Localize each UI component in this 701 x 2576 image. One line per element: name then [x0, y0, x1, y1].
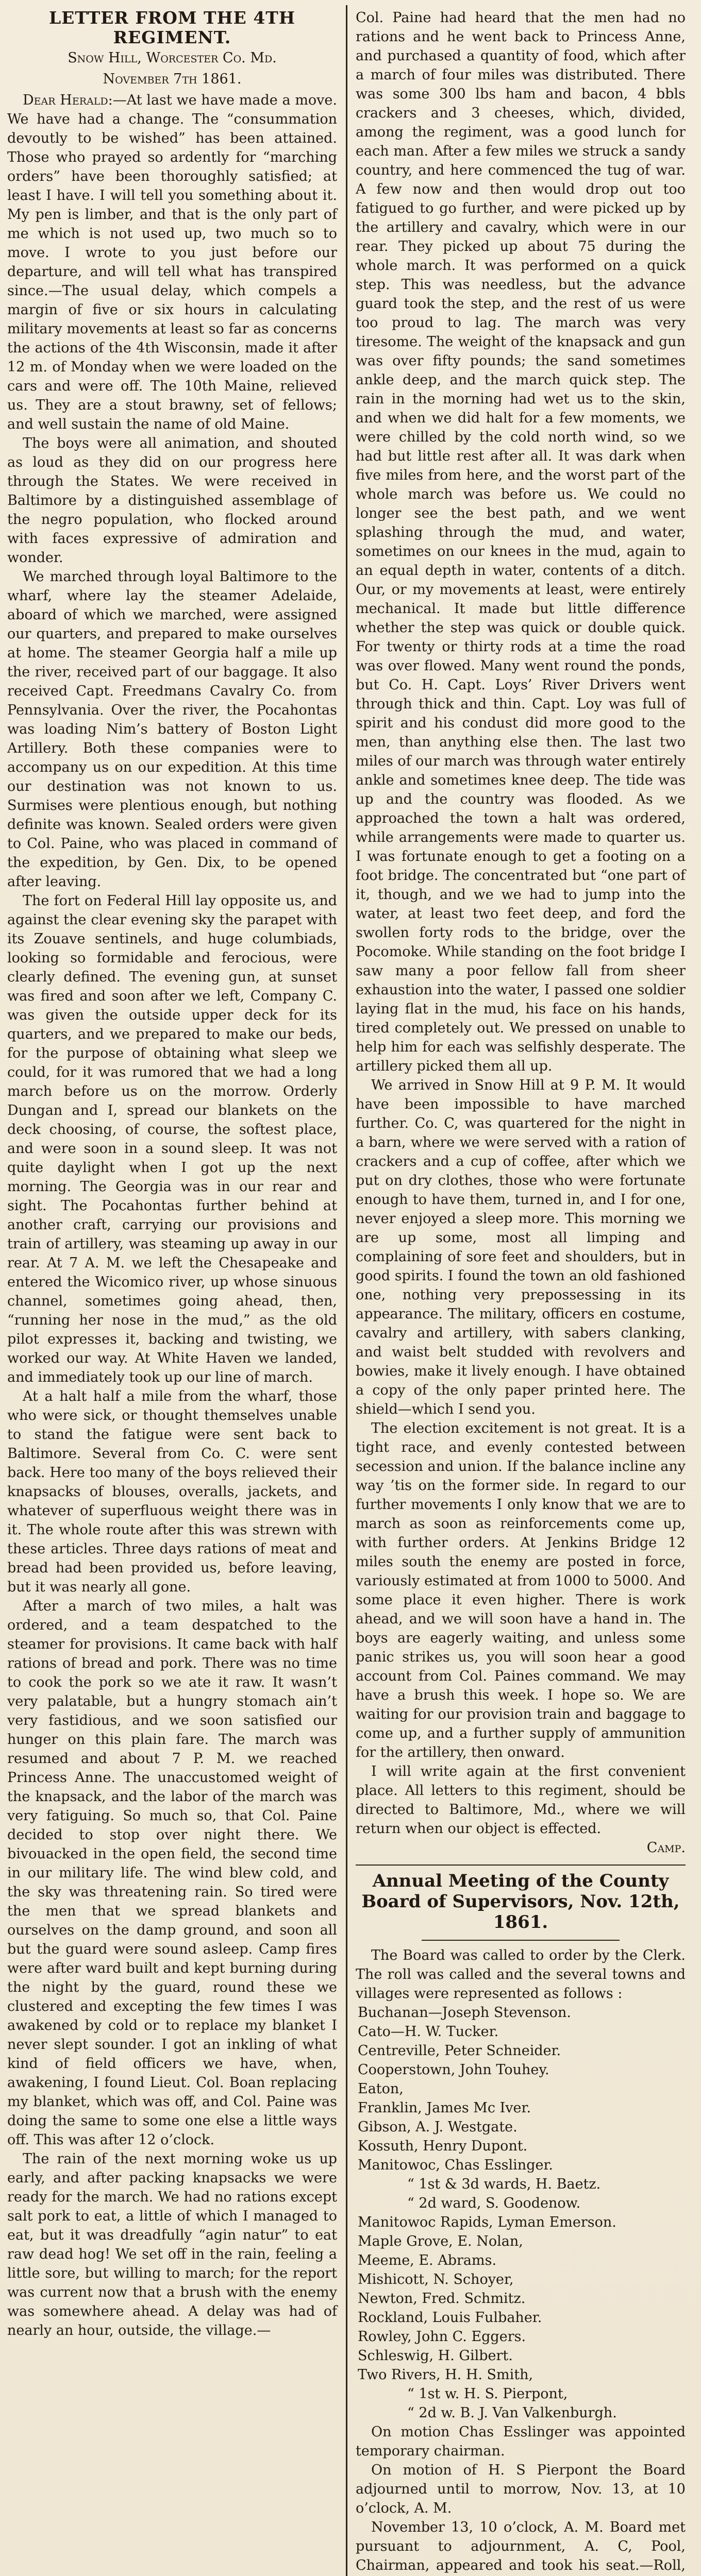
- roll-entry: Two Rivers, H. H. Smith,: [358, 2367, 533, 2383]
- roll-entry: Eaton,: [358, 2081, 404, 2097]
- roll-entry: Kossuth, Henry Dupont.: [358, 2138, 528, 2154]
- letter-paragraph: Col. Paine had heard that the men had no rations and he went back to Princess Anne, and purchased a quantity of food, which after a march of four miles was distributed. There was some 300 lbs ham and bacon, 4 bbls crackers and 3 cheeses, which, divided, among the regiment, was a good lunch for each man. After a few miles we struck a sandy country, and here commenced the tug of war. A few now and then would drop out too fatigued to go further, and were picked up by the artillery and cavalry, which were in our rear. They picked up about 75 during the whole march. It was performed on a quick step. This was needless, but the advance guard took the step, and the rest of us were too proud to lag. The march was very tiresome. The weight of the knapsack and gun was over fifty pounds; the sand sometimes ankle deep, and the march quick step. The rain in the morning had wet us to the skin, and when we did halt for a few moments, we were chilled by the cold north wind, so we had but little rest after all. It was dark when five miles from here, and the worst part of the whole march was before us. We could no longer see the best path, and we went splashing through the mud, and water, sometimes on our knees in the mud, again to an equal depth in water, contents of a ditch. Our, or my movements at least, were entirely mechanical. It made but little difference whether the step was quick or double quick. For twenty or thirty rods at a time the road was over flowed. Many went round the ponds, but Co. H. Capt. Loys’ River Drivers went through thick and thin. Capt. Loy was full of spirit and his condust did more good to the men, than anything else then. The last two miles of our march was through water entirely ankle and sometimes knee deep. The tide was up and the country was flooded. As we approached the town a halt was ordered, while arrangements were made to quarter us. I was fortunate enough to get a footing on a foot bridge. The concentrated but “one part of it, though, and we we had to jump into the water, at least two feet deep, and ford the swollen forty rods to the bridge, over the Pocomoke. While standing on the foot bridge I saw many a poor fellow fall from sheer exhaustion into the water, I passed one soldier laying flat in the mud, his face on his hands, tired completely out. We pressed on unable to help him for each was selfishly desperate. The artillery picked them all up.: [356, 10, 686, 1074]
- minutes-intro: The Board was called to order by the Clerk. The roll was called and the several towns and villages were represented as follows :: [356, 1947, 686, 2002]
- right-column: [356, 8, 686, 2576]
- roll-entry: Cato—H. W. Tucker.: [358, 2024, 499, 2040]
- roll-entry: Rowley, John C. Eggers.: [358, 2329, 526, 2345]
- roll-entry: Manitowoc, Chas Esslinger.: [358, 2157, 553, 2173]
- roll-call-list: [356, 2003, 686, 2422]
- letter-paragraph: The rain of the next morning woke us up early, and after packing knapsacks we were ready for the march. We had no rations except salt pork to eat, a little of which I managed to eat, but it was dreadfully “agin natur” to eat raw dead hog! We set off in the rain, feeling a little sore, but willing to march; for the report was current now that a brush with the enemy was somewhere ahead. A delay was had of nearly an hour, outside, the village.—: [7, 2151, 337, 2338]
- headline-rule: [422, 1940, 620, 1941]
- roll-entry: Franklin, James Mc Iver.: [358, 2100, 531, 2116]
- letter-paragraph: Dear Herald:—At last we have made a move. We have had a change. The “consummation devoutly to be wished” has been attained. Those who prayed so ardently for “marching orders” have been thoroughly satisfied; at least I have. I will tell you something about it. My pen is limber, and that is the only part of me which is not used up, two much so to move. I wrote to you just before our departure, and will tell what has transpired since.—The usual delay, which compels a margin of five or six hours in calculating military movements at least so far as concerns the actions of the 4th Wisconsin, made it after 12 m. of Monday when we were loaded on the cars and were off. The 10th Maine, relieved us. They are a stout brawny, set of fellows; and well sustain the name of old Maine.: [7, 92, 337, 432]
- letter-paragraph: After a march of two miles, a halt was ordered, and a team despatched to the steamer for provisions. It came back with half rations of bread and pork. There was no time to cook the pork so we ate it raw. It wasn’t very palatable, but a hungry stomach ain’t very fastidious, and we soon satisfied our hunger on this plain fare. The march was resumed and about 7 P. M. we reached Princess Anne. The unaccustomed weight of the knapsack, and the labor of the march was very fatiguing. So much so, that Col. Paine decided to stop over night there. We bivouacked in the open field, the second time in our military life. The wind blew cold, and the sky was threatening rain. So tired were the men that we spread blankets and ourselves on the damp ground, and soon all but the guard were sound asleep. Camp fires were after ward built and kept burning during the night by the guard, round these we clustered and excepting the few times I was awakened by cold or to replace my blanket I never slept sounder. I got an inkling of what kind of field officers we have, when, awakening, I found Lieut. Col. Boan replacing my blanket, which was off, and Col. Paine was doing the same to some one else a little ways off. This was after 12 o’clock.: [7, 1598, 337, 2148]
- letter-paragraph: I will write again at the first convenient place. All letters to this regiment, should be directed to Baltimore, Md., where we will return when our object is effected.: [356, 1764, 686, 1837]
- roll-entry: Maple Grove, E. Nolan,: [358, 2233, 523, 2249]
- roll-entry: Rockland, Louis Fulbaher.: [358, 2310, 542, 2326]
- letter-signature: Camp.: [646, 1840, 686, 1856]
- letter-paragraph: We arrived in Snow Hill at 9 P. M. It would have been impossible to have marched further. Co. C, was quartered for the night in a barn, where we were served with a ration of crackers and a cup of coffee, after which we put on dry clothes, those who were fortunate enough to have them, turned in, and I for one, never enjoyed a sleep more. This morning we are up some, most all limping and complaining of sore feet and shoulders, but in good spirits. I found the town an old fashioned one, nothing very prepossessing in its appearance. The military, officers en costume, cavalry and artillery, with sabers clanking, and waist belt studded with revolvers and bowies, make it lively enough. I have obtained a copy of the only paper printed here. The shield—which I send you.: [356, 1077, 686, 1417]
- left-column: [7, 8, 337, 2340]
- minutes-paragraph: On motion Chas Esslinger was appointed temporary chairman.: [356, 2424, 686, 2459]
- section-divider: [356, 1865, 686, 1866]
- roll-entry: Newton, Fred. Schmitz.: [358, 2291, 526, 2307]
- minutes-paragraph: On motion of H. S Pierpont the Board adjourned until to morrow, Nov. 13, at 10 o’clock, A. M.: [356, 2462, 686, 2516]
- roll-entry: “ 1st & 3d wards, H. Baetz.: [407, 2176, 601, 2192]
- minutes-paragraph: November 13, 10 o’clock, A. M. Board met pursuant to adjournment, A. C, Pool, Chairman, appeared and took his seat.—Roll,: [356, 2519, 686, 2573]
- roll-entry: Buchanan—Joseph Stevenson.: [358, 2005, 571, 2021]
- letter-paragraph: The boys were all animation, and shouted as loud as they did on our progress here through the States. We were received in Baltimore by a distinguished assemblage of the negro population, who flocked around with faces expressive of admiration and wonder.: [7, 435, 337, 566]
- letter-paragraph: At a halt half a mile from the wharf, those who were sick, or thought themselves unable to stand the fatigue were sent back to Baltimore. Several from Co. C. were sent back. Here too many of the boys relieved their knapsacks of blouses, overalls, jackets, and whatever of superfluous weight there was in it. The whole route after this was strewn with these articles. Three days rations of meat and bread had been provided us, before leaving, but it was nearly all gone.: [7, 1388, 337, 1595]
- letter-headline: LETTER FROM THE 4TH REGIMENT.: [48, 8, 296, 47]
- roll-entry: Cooperstown, John Touhey.: [358, 2062, 549, 2078]
- column-rule: [346, 5, 347, 2576]
- dateline-date: November 7th 1861.: [103, 71, 242, 87]
- letter-paragraph: The election excitement is not great. It is a tight race, and evenly contested between secession and union. If the balance incline any way ’tis on the former side. In regard to our further movements I only know that we are to march as soon as reinforcements come up, with further orders. At Jenkins Bridge 12 miles south the enemy are posted in force, variously estimated at from 1000 to 5000. And some place it even higher. There is work ahead, and we will soon have a hand in. The boys are eagerly waiting, and unless some panic strikes us, you will soon hear a good account from Col. Paines command. We may have a brush this week. I hope so. We are waiting for our provision train and baggage to come up, and a further supply of ammunition for the artillery, then onward.: [356, 1420, 686, 1760]
- roll-entry: Centreville, Peter Schneider.: [358, 2043, 561, 2059]
- roll-entry: Gibson, A. J. Westgate.: [358, 2119, 518, 2135]
- board-meeting-headline: Annual Meeting of the County Board of Supervisors, Nov. 12th, 1861.: [361, 1871, 680, 1933]
- roll-entry: “ 2d ward, S. Goodenow.: [407, 2195, 581, 2211]
- roll-entry: “ 1st w. H. S. Pierpont,: [407, 2386, 568, 2402]
- letter-paragraph: The fort on Federal Hill lay opposite us, and against the clear evening sky the parapet with its Zouave sentinels, and huge columbiads, looking so formidable and ferocious, were clearly defined. The evening gun, at sunset was fired and soon after we left, Company C. was given the outside upper deck for its quarters, and we prepared to make our beds, for the purpose of obtaining what sleep we could, for it was rumored that we had a long march before us on the morrow. Orderly Dungan and I, spread our blankets on the deck choosing, of course, the softest place, and were soon in a sound sleep. It was not quite daylight when I got up the next morning. The Georgia was in our rear and sight. The Pocahontas further behind at another craft, carrying our provisions and train of artillery, was steaming up away in our rear. At 7 A. M. we left the Chesapeake and entered the Wicomico river, up whose sinuous channel, sometimes going ahead, then, “running her nose in the mud,” as the old pilot expresses it, backing and twisting, we worked our way. At White Haven we landed, and immediately took up our line of march.: [7, 893, 337, 1385]
- roll-entry: Manitowoc Rapids, Lyman Emerson.: [358, 2214, 616, 2230]
- dateline-place: Snow Hill, Worcester Co. Md.: [68, 50, 277, 66]
- roll-entry: “ 2d w. B. J. Van Valkenburgh.: [407, 2405, 617, 2421]
- roll-entry: Mishicott, N. Schoyer,: [358, 2272, 514, 2287]
- salutation: Dear Herald:: [23, 92, 113, 108]
- roll-entry: Schleswig, H. Gilbert.: [358, 2348, 513, 2364]
- letter-paragraph: We marched through loyal Baltimore to the wharf, where lay the steamer Adelaide, aboard of which we marched, were assigned our quarters, and prepared to make ourselves at home. The steamer Georgia half a mile up the river, received part of our baggage. It also received Capt. Freedmans Cavalry Co. from Pennsylvania. Over the river, the Pocahontas was loading Nim’s battery of Boston Light Artillery. Both these companies were to accompany us on our expedition. At this time our destination was not known to us. Surmises were plentious enough, but nothing definite was known. Sealed orders were given to Col. Paine, who was placed in command of the expedition, by Gen. Dix, to be opened after leaving.: [7, 569, 337, 890]
- roll-entry: Meeme, E. Abrams.: [358, 2252, 497, 2268]
